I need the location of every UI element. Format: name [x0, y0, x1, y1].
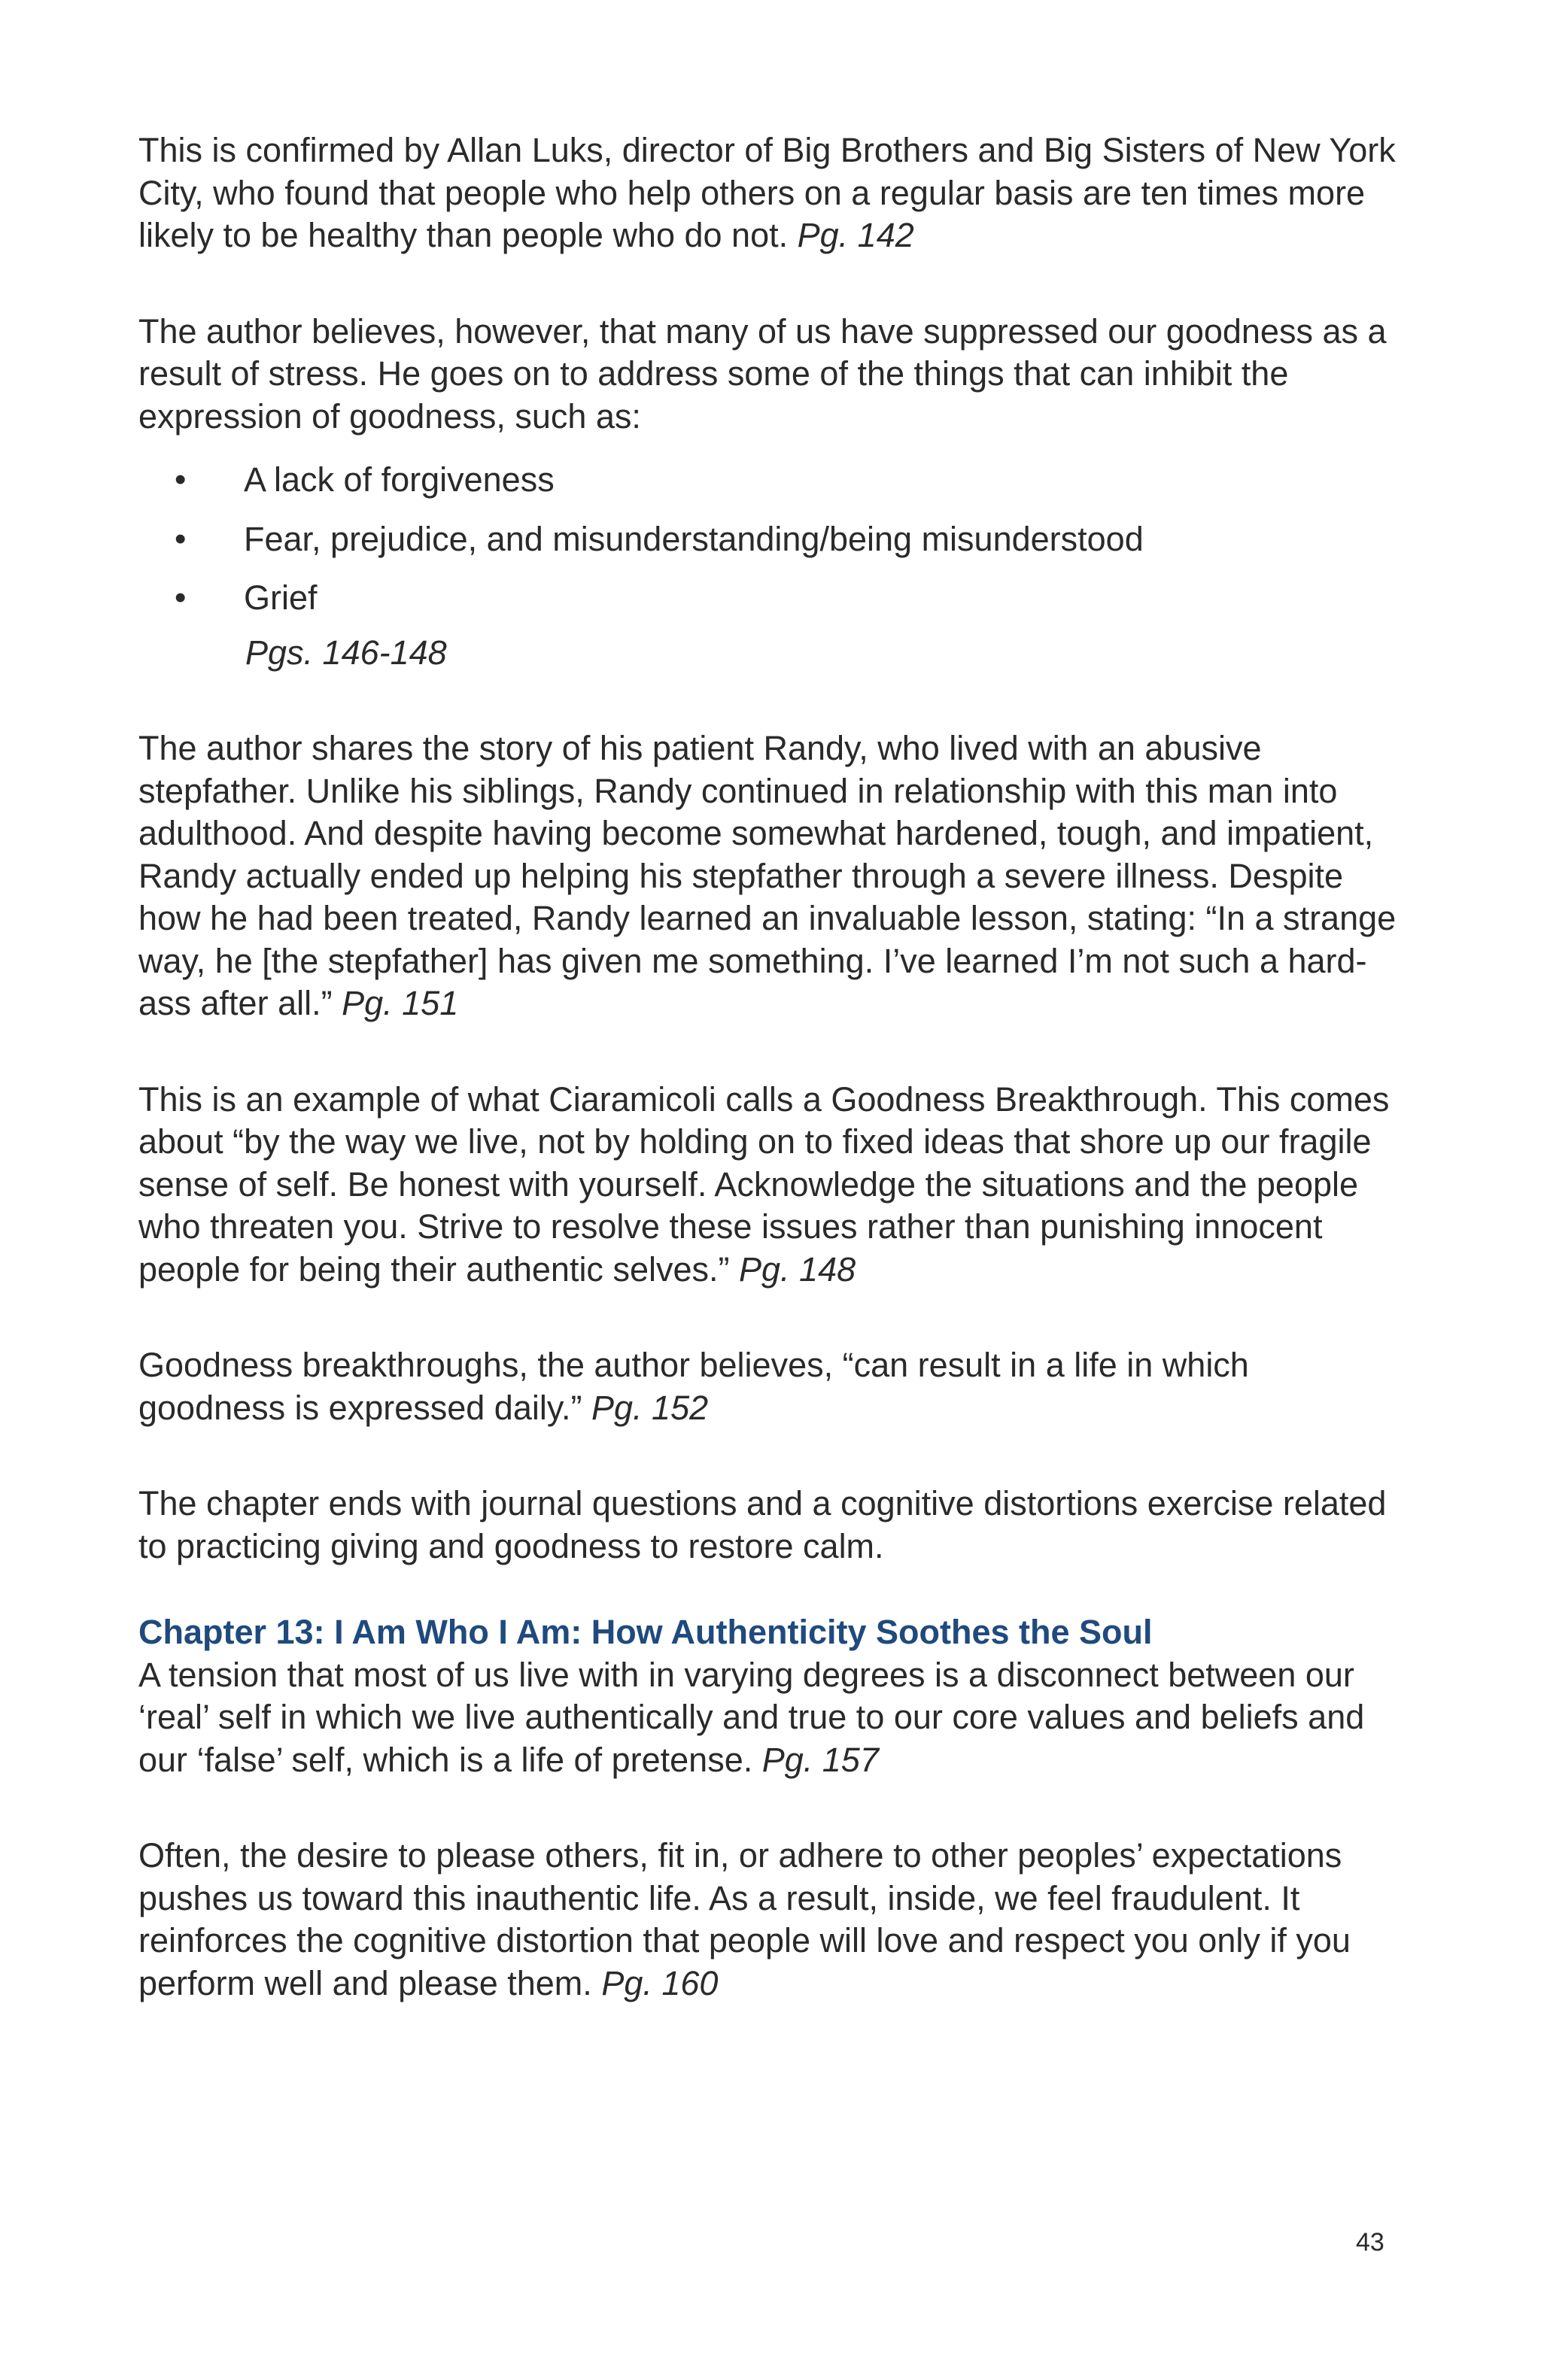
- paragraph-text: The author believes, however, that many of us have suppressed our goodness as a result of stress. He goes on to address some of the things that can inhibit the expression of goodness, such as:: [138, 311, 1387, 436]
- list-citation: Pgs. 146-148: [245, 633, 447, 672]
- paragraph-randy: [138, 727, 1397, 1025]
- paragraph-text: The chapter ends with journal questions and a cognitive distortions exercise related to practicing giving and goodness to restore calm.: [138, 1484, 1387, 1565]
- page-body: [138, 129, 1397, 2005]
- paragraph-text: The author shares the story of his patient Randy, who lived with an abusive stepfather. Unlike his siblings, Randy continued in relationship with this man into adulthood. And despite having become somewhat hardened, tough, and impatient, Randy actually ended up helping his stepfather through a severe illness. Despite how he had been treated, Randy learned an invaluable lesson, stating:: [138, 729, 1374, 937]
- paragraph-real-false-self: [138, 1654, 1397, 1782]
- paragraph-text: This is an example of what Ciaramicoli calls a Goodness Breakthrough. This comes about “by the way we live, not by holding on to fixed ideas that shore up our fragile sense of self. Be honest with yourself. Acknowledge the situations and the people who threaten you. Strive to resolve these issues rather than punishing innocent people for being their authentic selves.”: [138, 1079, 1390, 1289]
- list-item: [138, 518, 1397, 561]
- list-item-text: Grief: [244, 578, 318, 617]
- paragraph-goodness-breakthrough: [138, 1079, 1397, 1292]
- paragraph-text: A tension that most of us live with in varying degrees is a disconnect between our ‘real’ self in which we live authentically and true to our core values and beliefs and our ‘false’ self, which is a life of pretense.: [138, 1655, 1365, 1779]
- chapter-heading: Chapter 13: I Am Who I Am: How Authenticity Soothes the Soul: [138, 1613, 1153, 1651]
- page-citation: Pg. 152: [591, 1388, 709, 1427]
- paragraph-text: Often, the desire to please others, fit in, or adhere to other peoples’ expectations pushes us toward this inauthentic life. As a result, inside, we feel fraudulent. It reinforces the cognitive distortion that people will love and respect you only if you perform well and please them.: [138, 1836, 1351, 2002]
- list-item-text: Fear, prejudice, and misunderstanding/being misunderstood: [244, 519, 1144, 558]
- paragraph-inauthentic-life: [138, 1835, 1397, 2005]
- page-number: 43: [1356, 2228, 1384, 2257]
- randy-quote: “In a strange way, he [the stepfather] has given me something. I’ve learned I’m not such a hard-ass after all.”: [138, 899, 1397, 1022]
- list-item: [138, 577, 1397, 620]
- paragraph-text: This is confirmed by Allan Luks, director of Big Brothers and Big Sisters of New York City, who found that people who help others on a regular basis are ten times more likely to be healthy than people who do not.: [138, 131, 1396, 254]
- inhibitors-list: [138, 459, 1397, 620]
- page-citation: Pg. 160: [601, 1963, 719, 2002]
- page-citation: Pg. 148: [739, 1249, 856, 1289]
- list-item: [138, 459, 1397, 502]
- list-item-text: A lack of forgiveness: [244, 460, 555, 499]
- page-citation: Pg. 157: [761, 1740, 879, 1779]
- paragraph-goodness-daily: [138, 1344, 1397, 1429]
- bullet-marker: •: [175, 579, 187, 616]
- bullet-marker: •: [175, 520, 187, 557]
- paragraph-suppressed-goodness: [138, 311, 1397, 439]
- page-citation: Pg. 142: [797, 216, 914, 254]
- paragraph-chapter-end: [138, 1483, 1397, 1568]
- paragraph-luks: [138, 129, 1397, 257]
- paragraph-text: Goodness breakthroughs, the author believes, “can result in a life in which goodness is expressed daily.”: [138, 1346, 1249, 1427]
- bullet-marker: •: [175, 461, 187, 498]
- page-citation: Pg. 151: [342, 984, 459, 1022]
